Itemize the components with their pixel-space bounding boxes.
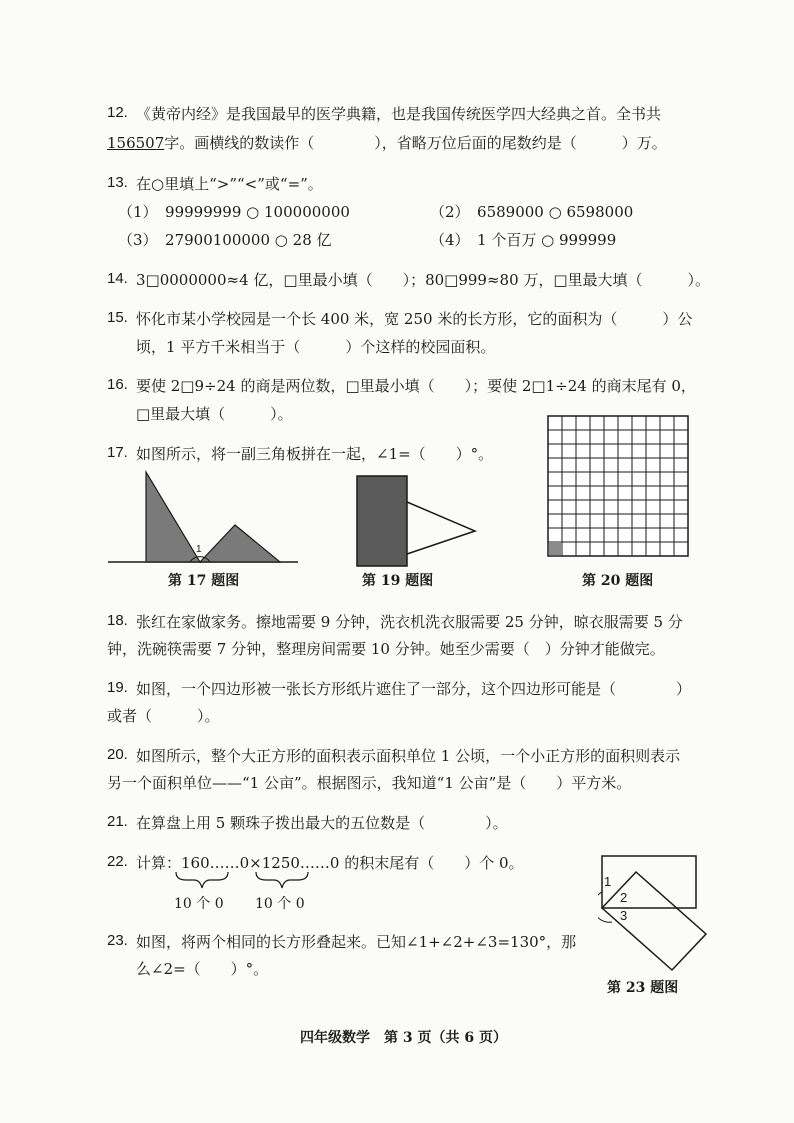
angle-label-1: 1 xyxy=(196,544,202,555)
q23-line2: 么∠2=（ ）°。 xyxy=(136,960,269,978)
q20-line1: 如图所示，整个大正方形的面积表示面积单位 1 公顷，一个小正方形的面积则表示 xyxy=(136,747,681,765)
figure-19-covered-quadrilateral xyxy=(355,474,485,574)
q12-underlined-number: 156507 xyxy=(107,134,165,152)
page-footer: 四年级数学 第 3 页（共 6 页） xyxy=(300,1030,507,1046)
rectangle-horizontal xyxy=(602,856,696,908)
q17-number: 17. xyxy=(107,444,128,461)
triangle-right xyxy=(200,525,280,562)
angle-label-2: 2 xyxy=(620,890,628,905)
q12-number: 12. xyxy=(107,104,128,121)
angle-arc xyxy=(598,892,612,922)
q21-text: 在算盘上用 5 颗珠子拨出最大的五位数是（ ）。 xyxy=(136,814,508,832)
q12-line2-rest: 字。画横线的数读作（ ），省略万位后面的尾数约是（ ）万。 xyxy=(164,134,667,152)
q18-line2: 钟，洗碗筷需要 7 分钟，整理房间需要 10 分钟。她至少需要（ ）分钟才能做完。 xyxy=(107,640,665,658)
q18-line1: 张红在家做家务。擦地需要 9 分钟，洗衣机洗衣服需要 25 分钟，晾衣服需要 5 分 xyxy=(136,613,683,631)
q19-line1: 如图，一个四边形被一张长方形纸片遮住了一部分，这个四边形可能是（ ） xyxy=(136,680,692,698)
q17-text: 如图所示，将一副三角板拼在一起，∠1=（ ）°。 xyxy=(136,445,494,463)
rectangle-rotated xyxy=(602,872,706,970)
q13-item-2: （2） 6589000 ○ 6598000 xyxy=(430,203,634,221)
brace-1 xyxy=(176,872,228,888)
q22-brace-label-2: 10 个 0 xyxy=(255,896,305,912)
q22-brace-label-1: 10 个 0 xyxy=(174,896,224,912)
caption-fig23: 第 23 题图 xyxy=(607,980,679,996)
q22-braces xyxy=(172,870,332,892)
q13-item-3: （3） 27900100000 ○ 28 亿 xyxy=(118,231,332,249)
quadrilateral-visible-part xyxy=(407,502,475,554)
q23-line1: 如图，将两个相同的长方形叠起来。已知∠1+∠2+∠3=130°，那 xyxy=(136,933,577,951)
q15-number: 15. xyxy=(107,309,128,326)
q12-line1: 《黄帝内经》是我国最早的医学典籍，也是我国传统医学四大经典之首。全书共 xyxy=(136,105,662,123)
q22-text: 计算：160……0×1250……0 的积末尾有（ ）个 0。 xyxy=(136,854,524,872)
figure-20-grid xyxy=(547,415,689,557)
q14-text: 3□0000000≈4 亿，□里最小填（ ）；80□999≈80 万，□里最大填（ ）。 xyxy=(136,271,711,289)
q16-number: 16. xyxy=(107,376,128,393)
q20-line2: 另一个面积单位——“1 公亩”。根据图示，我知道“1 公亩”是（ ）平方米。 xyxy=(107,774,632,792)
q19-number: 19. xyxy=(107,679,128,696)
caption-fig20: 第 20 题图 xyxy=(582,573,654,589)
angle-label-1: 1 xyxy=(604,874,612,889)
caption-fig17: 第 17 题图 xyxy=(168,573,240,589)
q13-number: 13. xyxy=(107,174,128,191)
q13-stem: 在○里填上“>”“<”或“=”。 xyxy=(136,175,323,193)
caption-fig19: 第 19 题图 xyxy=(362,573,434,589)
q18-number: 18. xyxy=(107,612,128,629)
q15-line1: 怀化市某小学校园是一个长 400 米，宽 250 米的长方形，它的面积为（ ）公 xyxy=(136,310,693,328)
shaded-small-square xyxy=(549,543,561,555)
covering-paper xyxy=(357,476,407,566)
q15-line2: 顷，1 平方千米相当于（ ）个这样的校园面积。 xyxy=(136,338,496,356)
q14-number: 14. xyxy=(107,270,128,287)
q22-number: 22. xyxy=(107,853,128,870)
brace-2 xyxy=(256,872,308,888)
q23-number: 23. xyxy=(107,932,128,949)
q16-line1: 要使 2□9÷24 的商是两位数，□里最小填（ ）；要使 2□1÷24 的商末尾有 0， xyxy=(136,377,696,395)
q21-number: 21. xyxy=(107,813,128,830)
q19-line2: 或者（ ）。 xyxy=(107,707,220,725)
q12-line2 xyxy=(107,133,667,153)
q13-item-4: （4） 1 个百万 ○ 999999 xyxy=(430,231,617,249)
q13-item-1: （1） 99999999 ○ 100000000 xyxy=(118,203,350,221)
q20-number: 20. xyxy=(107,746,128,763)
figure-17-triangles xyxy=(108,470,298,570)
q16-line2: □里最大填（ ）。 xyxy=(136,405,293,423)
triangle-left xyxy=(146,472,200,562)
figure-23-overlapping-rectangles xyxy=(598,852,710,972)
angle-label-3: 3 xyxy=(620,908,628,923)
